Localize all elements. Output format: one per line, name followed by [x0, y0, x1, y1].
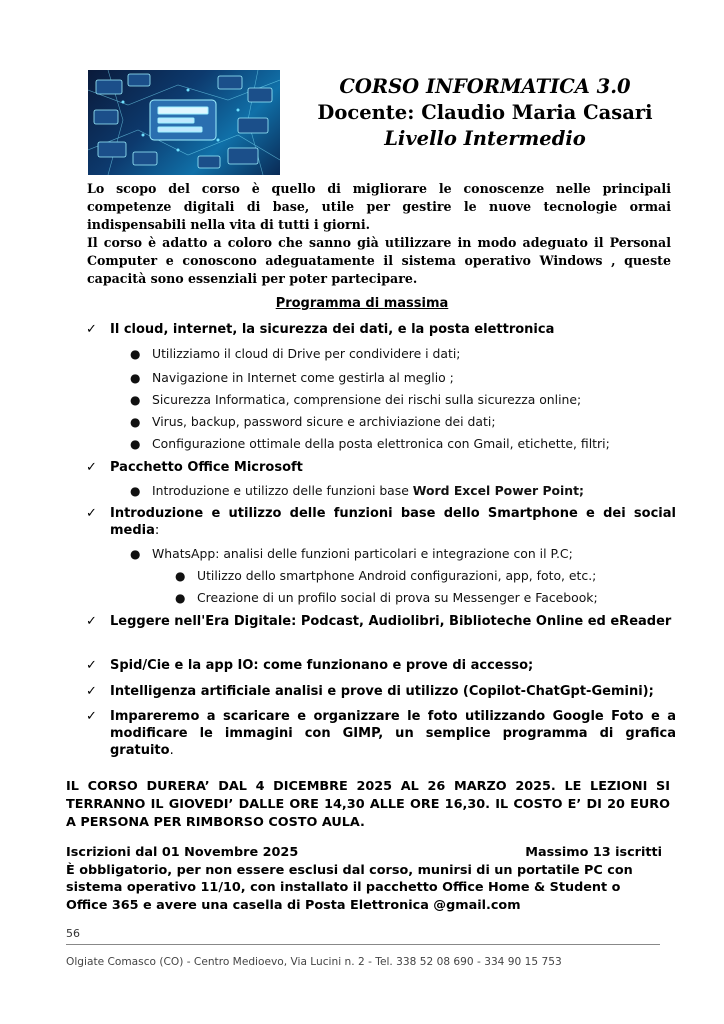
section-heading: Introduzione e utilizzo delle funzioni base dello Smartphone e dei social media:	[110, 506, 676, 538]
list-item: ● Navigazione in Internet come gestirla al meglio ;	[130, 370, 454, 385]
footer-divider	[66, 944, 660, 945]
intro-text	[87, 180, 671, 288]
check-icon: ✓	[86, 506, 97, 521]
bullet-icon: ●	[130, 547, 141, 561]
section-heading: Impareremo a scaricare e organizzare le foto utilizzando Google Foto e a modificare le immagini con GIMP, un semplice programma di grafica gratuito.	[110, 709, 676, 758]
footer-address: Olgiate Comasco (CO) - Centro Medioevo, Via Lucini n. 2 - Tel. 338 52 08 690 - 334 90 15 753	[66, 956, 562, 968]
check-icon: ✓	[86, 658, 97, 673]
check-icon: ✓	[86, 322, 97, 337]
course-title: CORSO INFORMATICA 3.0	[339, 75, 631, 98]
list-item: ● Sicurezza Informatica, comprensione dei rischi sulla sicurezza online;	[130, 392, 582, 407]
check-icon: ✓	[86, 709, 97, 724]
list-item: ● WhatsApp: analisi delle funzioni particolari e integrazione con il P.C;	[130, 546, 573, 561]
program-title: Programma di massima	[275, 296, 449, 311]
list-item: ● Configurazione ottimale della posta elettronica con Gmail, etichette, filtri;	[130, 436, 610, 451]
list-item: ● Utilizziamo il cloud di Drive per condividere i dati;	[130, 346, 461, 361]
bullet-icon: ●	[130, 393, 141, 407]
max-participants: Massimo 13 iscritti	[525, 845, 662, 860]
list-item: ● Creazione di un profilo social di prova su Messenger e Facebook;	[175, 590, 598, 605]
check-icon: ✓	[86, 684, 97, 699]
check-icon: ✓	[86, 460, 97, 475]
section-heading: Pacchetto Office Microsoft	[110, 460, 303, 475]
program-section-smartphone	[86, 505, 676, 539]
page-number: 56	[66, 927, 80, 940]
program-section-photos	[86, 708, 676, 759]
section-heading: Il cloud, internet, la sicurezza dei dati, e la posta elettronica	[110, 322, 555, 337]
course-dates-notice: IL CORSO DURERA’ DAL 4 DICEMBRE 2025 AL 26 MARZO 2025. LE LEZIONI SI TERRANNO IL GIOVEDI’ DALLE ORE 14,30 ALLE ORE 16,30. IL COSTO E’ DI 20 EURO A PERSONA PER RIMBORSO COSTO AULA.	[66, 779, 670, 830]
course-level: Livello Intermedio	[384, 127, 586, 150]
registration-requirements: È obbligatorio, per non essere esclusi dal corso, munirsi di un portatile PC con sistema operativo 11/10, con installato il pacchetto Office Home & Student o Office 365 e avere una casella di Posta Elettronica @gmail.com	[66, 862, 633, 913]
list-item: ● Virus, backup, password sicure e archiviazione dei dati;	[130, 414, 496, 429]
bullet-icon: ●	[130, 347, 141, 361]
intro-paragraph-1: Lo scopo del corso è quello di migliorare le conoscenze nelle principali competenze digitali di base, utile per gestire le nuove tecnologie ormai indispensabili nella vita di tutti i giorni.	[87, 181, 671, 232]
list-item: ● Introduzione e utilizzo delle funzioni base Word Excel Power Point;	[130, 483, 585, 498]
program-section-ai	[86, 683, 676, 700]
program-section-reading	[86, 613, 676, 630]
bullet-icon: ●	[175, 591, 186, 605]
registration-date: Iscrizioni dal 01 Novembre 2025	[66, 845, 299, 860]
bullet-icon: ●	[175, 569, 186, 583]
program-section-office	[86, 459, 676, 476]
section-heading: Leggere nell'Era Digitale: Podcast, Audiolibri, Biblioteche Online ed eReader	[110, 614, 672, 629]
check-icon: ✓	[86, 614, 97, 629]
list-item: ● Utilizzo dello smartphone Android configurazioni, app, foto, etc.;	[175, 568, 597, 583]
title-block	[300, 74, 670, 152]
header-tech-image	[88, 70, 280, 175]
teacher-name: Docente: Claudio Maria Casari	[317, 101, 653, 124]
section-heading: Intelligenza artificiale analisi e prove di utilizzo (Copilot-ChatGpt-Gemini);	[110, 684, 654, 699]
bullet-icon: ●	[130, 437, 141, 451]
bullet-icon: ●	[130, 484, 141, 498]
intro-paragraph-2: Il corso è adatto a coloro che sanno già utilizzare in modo adeguato il Personal Computer e conoscono adeguatamente il sistema operativo Windows , queste capacità sono essenziali per poter partecipare.	[87, 235, 671, 286]
section-heading: Spid/Cie e la app IO: come funzionano e prove di accesso;	[110, 658, 534, 673]
bullet-icon: ●	[130, 371, 141, 385]
registration-info	[66, 844, 666, 914]
bullet-icon: ●	[130, 415, 141, 429]
program-section-spid	[86, 657, 676, 674]
program-section-cloud	[86, 321, 676, 338]
